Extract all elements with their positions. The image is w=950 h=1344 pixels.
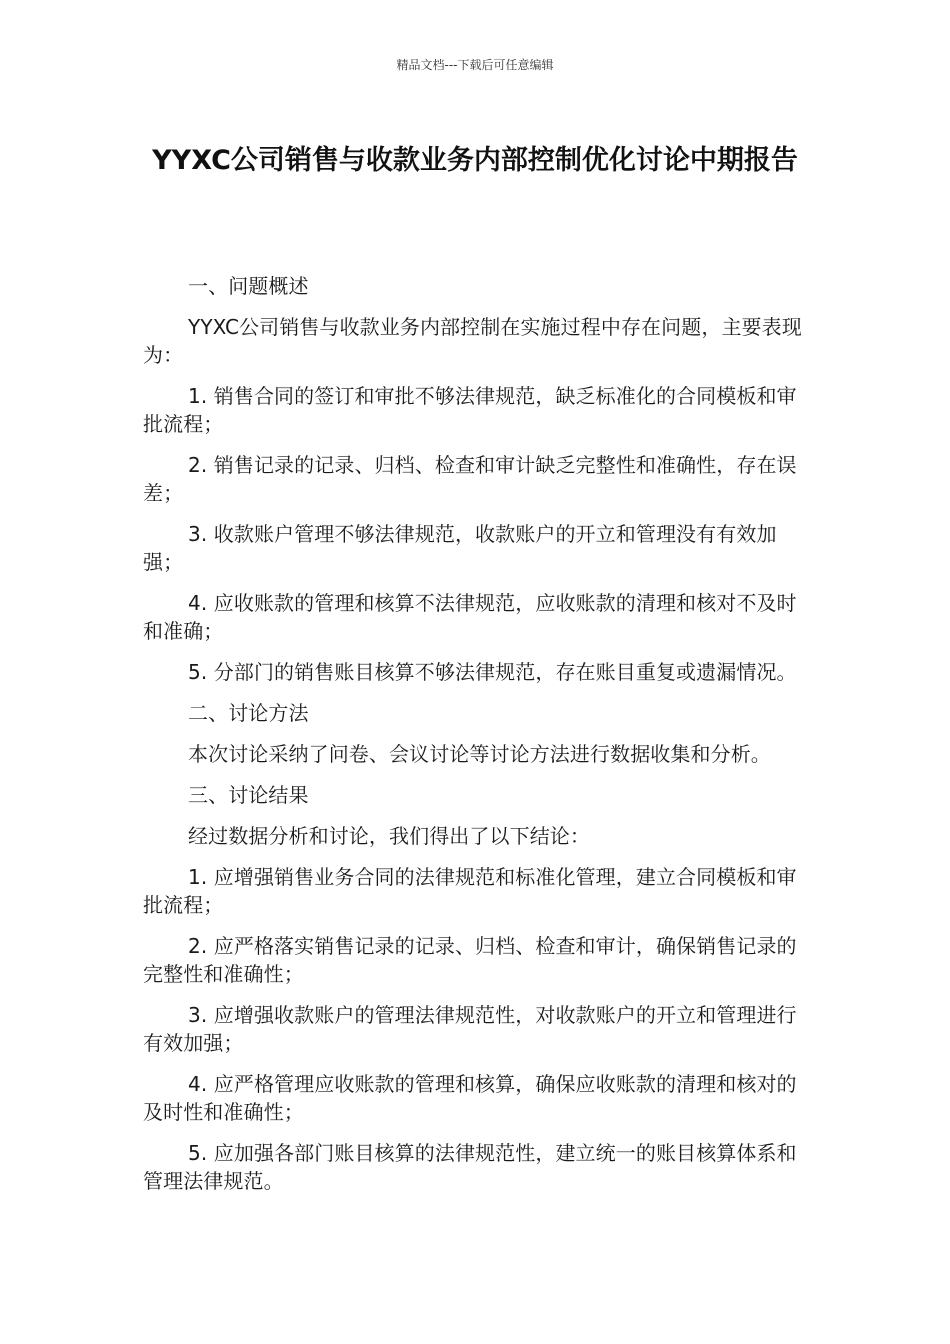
- problem-item-1: 1. 销售合同的签订和审批不够法律规范，缺乏标准化的合同模板和审批流程；: [143, 384, 797, 436]
- document-title: YYXC公司销售与收款业务内部控制优化讨论中期报告: [152, 145, 798, 176]
- result-item-4: 4. 应严格管理应收账款的管理和核算，确保应收账款的清理和核对的及时性和准确性；: [143, 1072, 797, 1124]
- problem-item-3: 3. 收款账户管理不够法律规范，收款账户的开立和管理没有有效加强；: [143, 522, 777, 574]
- result-item-1: 1. 应增强销售业务合同的法律规范和标准化管理，建立合同模板和审批流程；: [143, 865, 797, 917]
- section-heading-overview: 一、问题概述: [188, 274, 309, 298]
- result-item-2: 2. 应严格落实销售记录的记录、归档、检查和审计，确保销售记录的完整性和准确性；: [143, 934, 797, 986]
- section-heading-method: 二、讨论方法: [188, 701, 309, 725]
- problem-item-4: 4. 应收账款的管理和核算不法律规范，应收账款的清理和核对不及时和准确；: [143, 591, 797, 643]
- body-paragraph: YYXC公司销售与收款业务内部控制在实施过程中存在问题，主要表现为：: [143, 315, 802, 367]
- result-item-3: 3. 应增强收款账户的管理法律规范性，对收款账户的开立和管理进行有效加强；: [143, 1003, 797, 1055]
- body-paragraph: 经过数据分析和讨论，我们得出了以下结论：: [188, 824, 590, 848]
- section-heading-results: 三、讨论结果: [188, 783, 309, 807]
- problem-item-5: 5. 分部门的销售账目核算不够法律规范，存在账目重复或遗漏情况。: [188, 660, 797, 684]
- problem-item-2: 2. 销售记录的记录、归档、检查和审计缺乏完整性和准确性，存在误差；: [143, 453, 797, 505]
- page-header-note: 精品文档---下载后可任意编辑: [396, 58, 554, 72]
- result-item-5: 5. 应加强各部门账目核算的法律规范性，建立统一的账目核算体系和管理法律规范。: [143, 1141, 797, 1193]
- body-paragraph: 本次讨论采纳了问卷、会议讨论等讨论方法进行数据收集和分析。: [188, 742, 771, 766]
- document-body: [143, 272, 815, 1208]
